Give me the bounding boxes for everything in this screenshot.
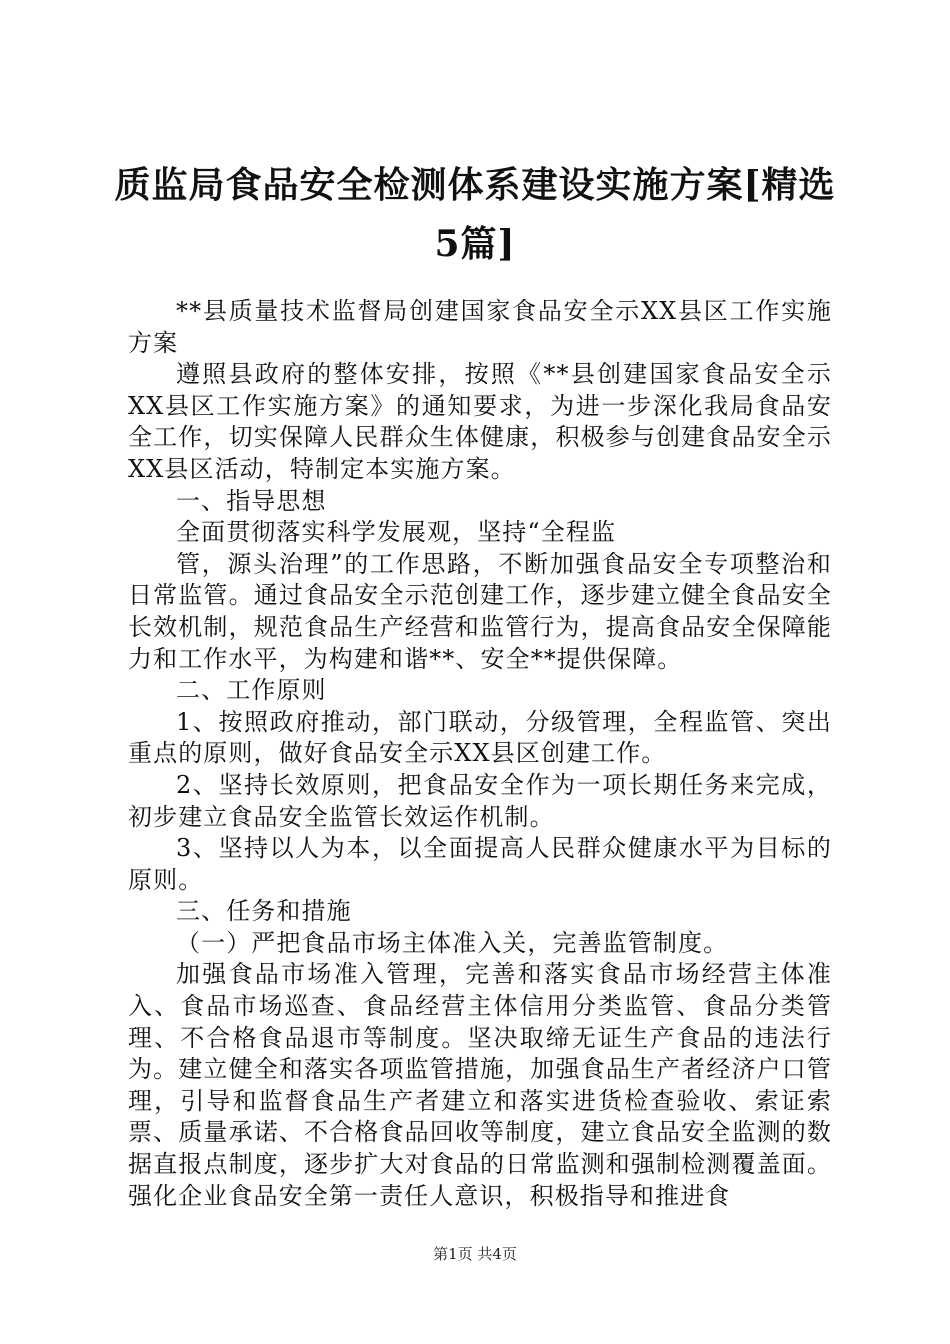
- section-heading: 三、任务和措施: [176, 897, 352, 926]
- section-heading: 一、指导思想: [176, 486, 327, 515]
- document-body: [128, 296, 832, 1212]
- document-title: 质监局食品安全检测体系建设实施方案[精选5篇]: [114, 164, 836, 265]
- subsection-heading: （一）严把食品市场主体准入关，完善监管制度。: [176, 928, 729, 957]
- section-heading: 二、工作原则: [176, 676, 327, 705]
- paragraph: 1、按照政府推动，部门联动，分级管理，全程监管、突出重点的原则，做好食品安全示XX县区创建工作。: [128, 707, 832, 768]
- page-footer: 第1页 共4页: [433, 1245, 517, 1263]
- paragraph: 管，源头治理”的工作思路，不断加强食品安全专项整治和日常监管。通过食品安全示范创建工作，逐步建立健全食品安全长效机制，规范食品生产经营和监管行为，提高食品安全保障能力和工作水平，为构建和谐**、安全**提供保障。: [128, 549, 832, 673]
- paragraph: 加强食品市场准入管理，完善和落实食品市场经营主体准入、食品市场巡查、食品经营主体信用分类监管、食品分类管理、不合格食品退市等制度。坚决取缔无证生产食品的违法行为。建立健全和落实各项监管措施，加强食品生产者经济户口管理，引导和监督食品生产者建立和落实进货检查验收、索证索票、质量承诺、不合格食品回收等制度，建立食品安全监测的数据直报点制度，逐步扩大对食品的日常监测和强制检测覆盖面。强化企业食品安全第一责任人意识，积极指导和推进食: [128, 960, 832, 1210]
- paragraph: 3、坚持以人为本，以全面提高人民群众健康水平为目标的原则。: [128, 834, 832, 894]
- paragraph: 遵照县政府的整体安排，按照《**县创建国家食品安全示XX县区工作实施方案》的通知要求，为进一步深化我局食品安全工作，切实保障人民群众生体健康，积极参与创建食品安全示XX县区活动，特制定本实施方案。: [128, 360, 832, 483]
- paragraph: 2、坚持长效原则，把食品安全作为一项长期任务来完成，初步建立食品安全监管长效运作机制。: [128, 770, 832, 831]
- paragraph: **县质量技术监督局创建国家食品安全示XX县区工作实施方案: [128, 297, 832, 357]
- paragraph: 全面贯彻落实科学发展观，坚持“全程监: [176, 518, 617, 547]
